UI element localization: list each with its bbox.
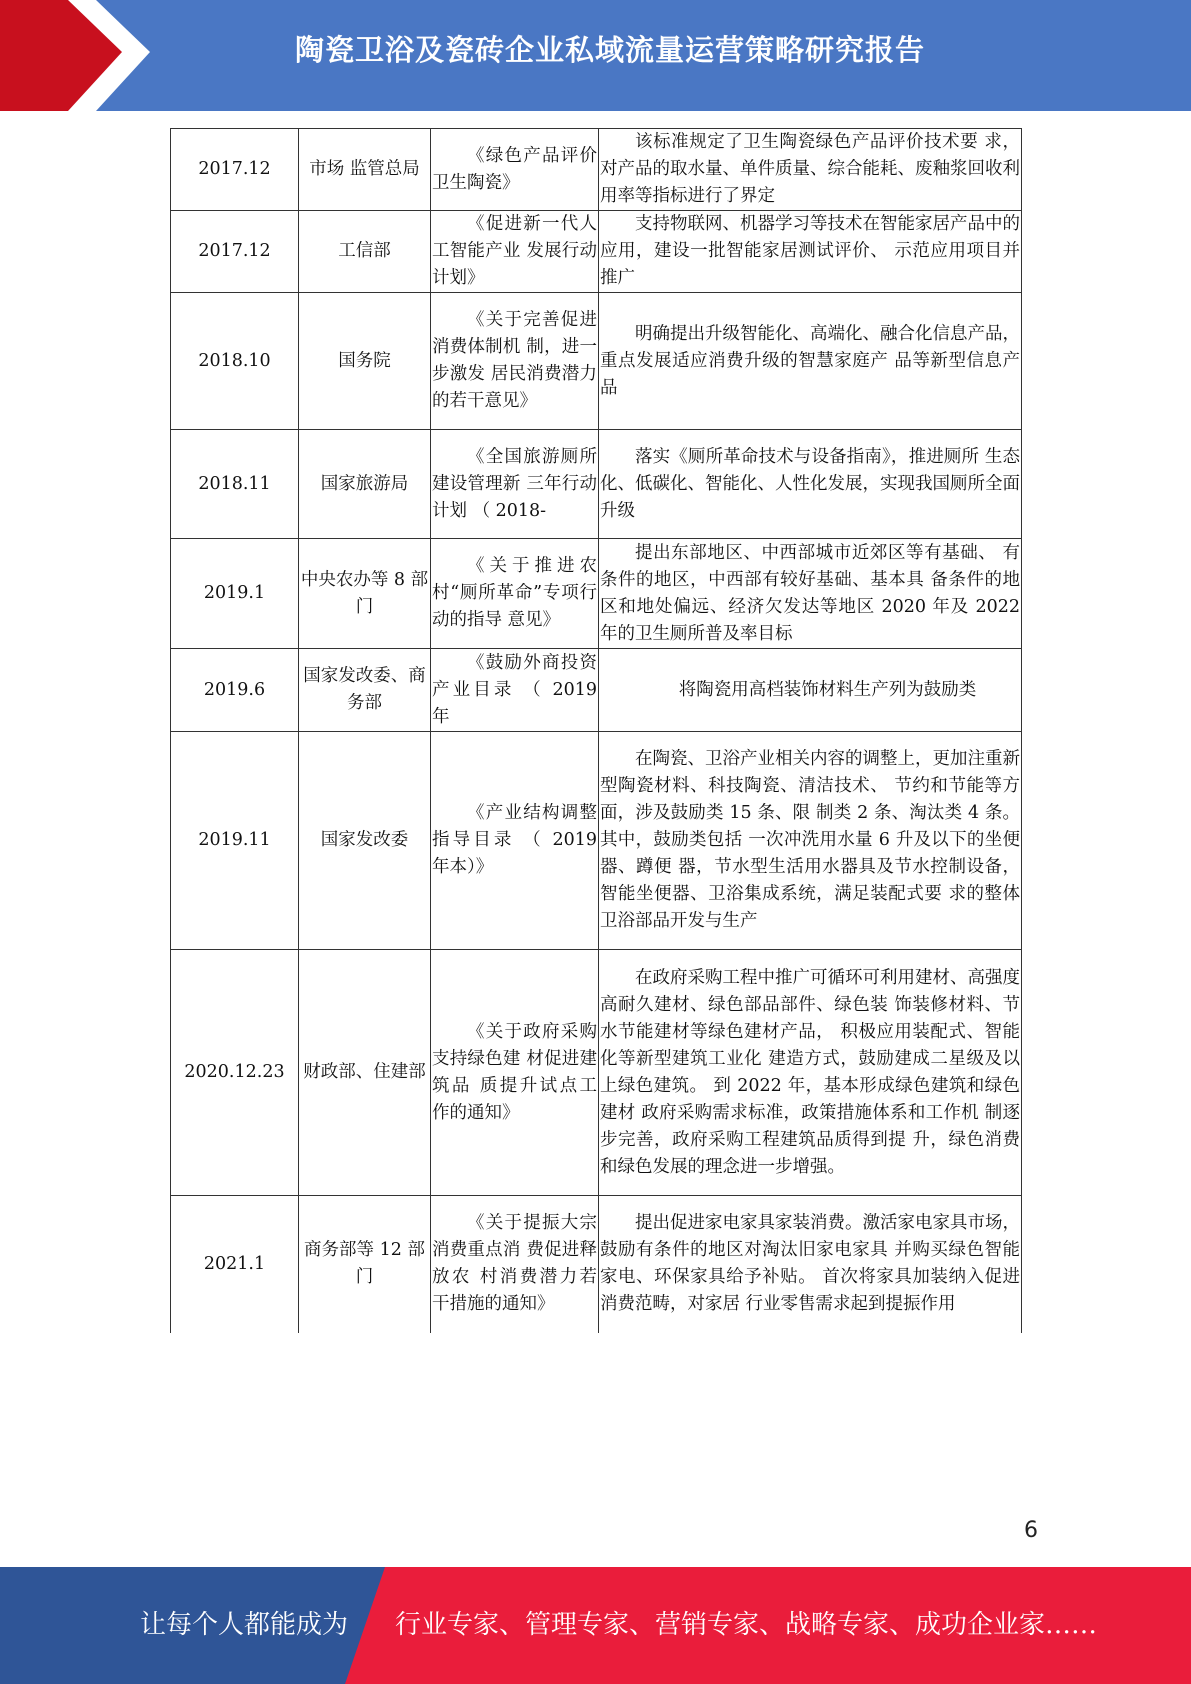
row-issuer: 国家发改委、商务部 <box>299 649 431 732</box>
row-issuer: 中央农办等 8 部门 <box>299 539 431 649</box>
row-date: 2019.1 <box>171 539 299 649</box>
table-row <box>171 1196 1022 1333</box>
row-document: 《关于推进农村“厕所革命”专项行动的指导 意见》 <box>431 539 599 649</box>
page-footer <box>0 1567 1191 1684</box>
row-content: 将陶瓷用高档装饰材料生产列为鼓励类 <box>599 649 1022 732</box>
row-content: 该标准规定了卫生陶瓷绿色产品评价技术要 求，对产品的取水量、单件质量、综合能耗、废釉浆回收利用率等指标进行了界定 <box>599 129 1022 211</box>
row-date: 2018.10 <box>171 293 299 430</box>
row-content: 明确提出升级智能化、高端化、融合化信息产品，重点发展适应消费升级的智慧家庭产 品等新型信息产品 <box>599 293 1022 430</box>
row-date: 2020.12.23 <box>171 950 299 1196</box>
page-header <box>0 0 1191 111</box>
row-issuer: 国家旅游局 <box>299 430 431 539</box>
row-document: 《关于政府采购支持绿色建 材促进建筑品 质提升试点工 作的通知》 <box>431 950 599 1196</box>
row-date: 2019.11 <box>171 732 299 950</box>
row-date: 2021.1 <box>171 1196 299 1333</box>
row-document: 《促进新一代人工智能产业 发展行动计划》 <box>431 211 599 293</box>
row-content: 在政府采购工程中推广可循环可利用建材、高强度高耐久建材、绿色部品部件、绿色装 饰装修材料、节水节能建材等绿色建材产品， 积极应用装配式、智能化等新型建筑工业化 建造方式，鼓励建成二星级及以上绿色建筑。 到 2022 年，基本形成绿色建筑和绿色建材 政府采购需求标准，政策措施体系和工作机 制逐步完善，政府采购工程建筑品质得到提 升，绿色消费和绿色发展的理念进一步增强。 <box>599 950 1022 1196</box>
table-row <box>171 732 1022 950</box>
row-issuer: 财政部、住建部 <box>299 950 431 1196</box>
footer-slogan-right: 行业专家、管理专家、营销专家、战略专家、成功企业家…… <box>395 1610 1098 1640</box>
report-title: 陶瓷卫浴及瓷砖企业私域流量运营策略研究报告 <box>294 33 925 67</box>
row-document: 《关于提振大宗消费重点消 费促进释放农 村消费潜力若 干措施的通知》 <box>431 1196 599 1333</box>
table-row <box>171 293 1022 430</box>
table-row <box>171 950 1022 1196</box>
table-row <box>171 211 1022 293</box>
policy-table <box>170 128 1022 1333</box>
row-date: 2019.6 <box>171 649 299 732</box>
row-date: 2018.11 <box>171 430 299 539</box>
row-document: 《鼓励外商投资产业目录 （ 2019 年 <box>431 649 599 732</box>
table-row <box>171 430 1022 539</box>
row-issuer: 国家发改委 <box>299 732 431 950</box>
row-document: 《绿色产品评价卫生陶瓷》 <box>431 129 599 211</box>
page-number: 6 <box>1024 1518 1038 1543</box>
row-issuer: 商务部等 12 部门 <box>299 1196 431 1333</box>
table-row <box>171 649 1022 732</box>
header-arrow-decoration <box>0 0 160 111</box>
row-issuer: 市场 监管总局 <box>299 129 431 211</box>
footer-slogan-left: 让每个人都能成为 <box>140 1610 349 1640</box>
row-date: 2017.12 <box>171 129 299 211</box>
row-document: 《关于完善促进消费体制机 制，进一步激发 居民消费潜力 的若干意见》 <box>431 293 599 430</box>
row-document: 《全国旅游厕所建设管理新 三年行动计划 （ 2018- <box>431 430 599 539</box>
table-row <box>171 129 1022 211</box>
row-date: 2017.12 <box>171 211 299 293</box>
row-issuer: 国务院 <box>299 293 431 430</box>
row-content: 落实《厕所革命技术与设备指南》，推进厕所 生态化、低碳化、智能化、人性化发展，实现我国厕所全面升级 <box>599 430 1022 539</box>
table-row <box>171 539 1022 649</box>
row-content: 提出促进家电家具家装消费。激活家电家具市场，鼓励有条件的地区对淘汰旧家电家具 并购买绿色智能家电、环保家具给予补贴。 首次将家具加装纳入促进消费范畴，对家居 行业零售需求起到提振作用 <box>599 1196 1022 1333</box>
row-content: 在陶瓷、卫浴产业相关内容的调整上，更加注重新型陶瓷材料、科技陶瓷、清洁技术、 节约和节能等方面，涉及鼓励类 15 条、限 制类 2 条、淘汰类 4 条。其中，鼓励类包括 一次冲洗用水量 6 升及以下的坐便器、蹲便 器，节水型生活用水器具及节水控制设备， 智能坐便器、卫浴集成系统，满足装配式要 求的整体卫浴部品开发与生产 <box>599 732 1022 950</box>
row-document: 《产业结构调整指导目录 （ 2019 年本）》 <box>431 732 599 950</box>
row-content: 提出东部地区、中西部城市近郊区等有基础、 有条件的地区，中西部有较好基础、基本具 备条件的地区和地处偏远、经济欠发达等地区 2020 年及 2022 年的卫生厕所普及率目标 <box>599 539 1022 649</box>
row-issuer: 工信部 <box>299 211 431 293</box>
row-content: 支持物联网、机器学习等技术在智能家居产品中的应用，建设一批智能家居测试评价、 示范应用项目并推广 <box>599 211 1022 293</box>
